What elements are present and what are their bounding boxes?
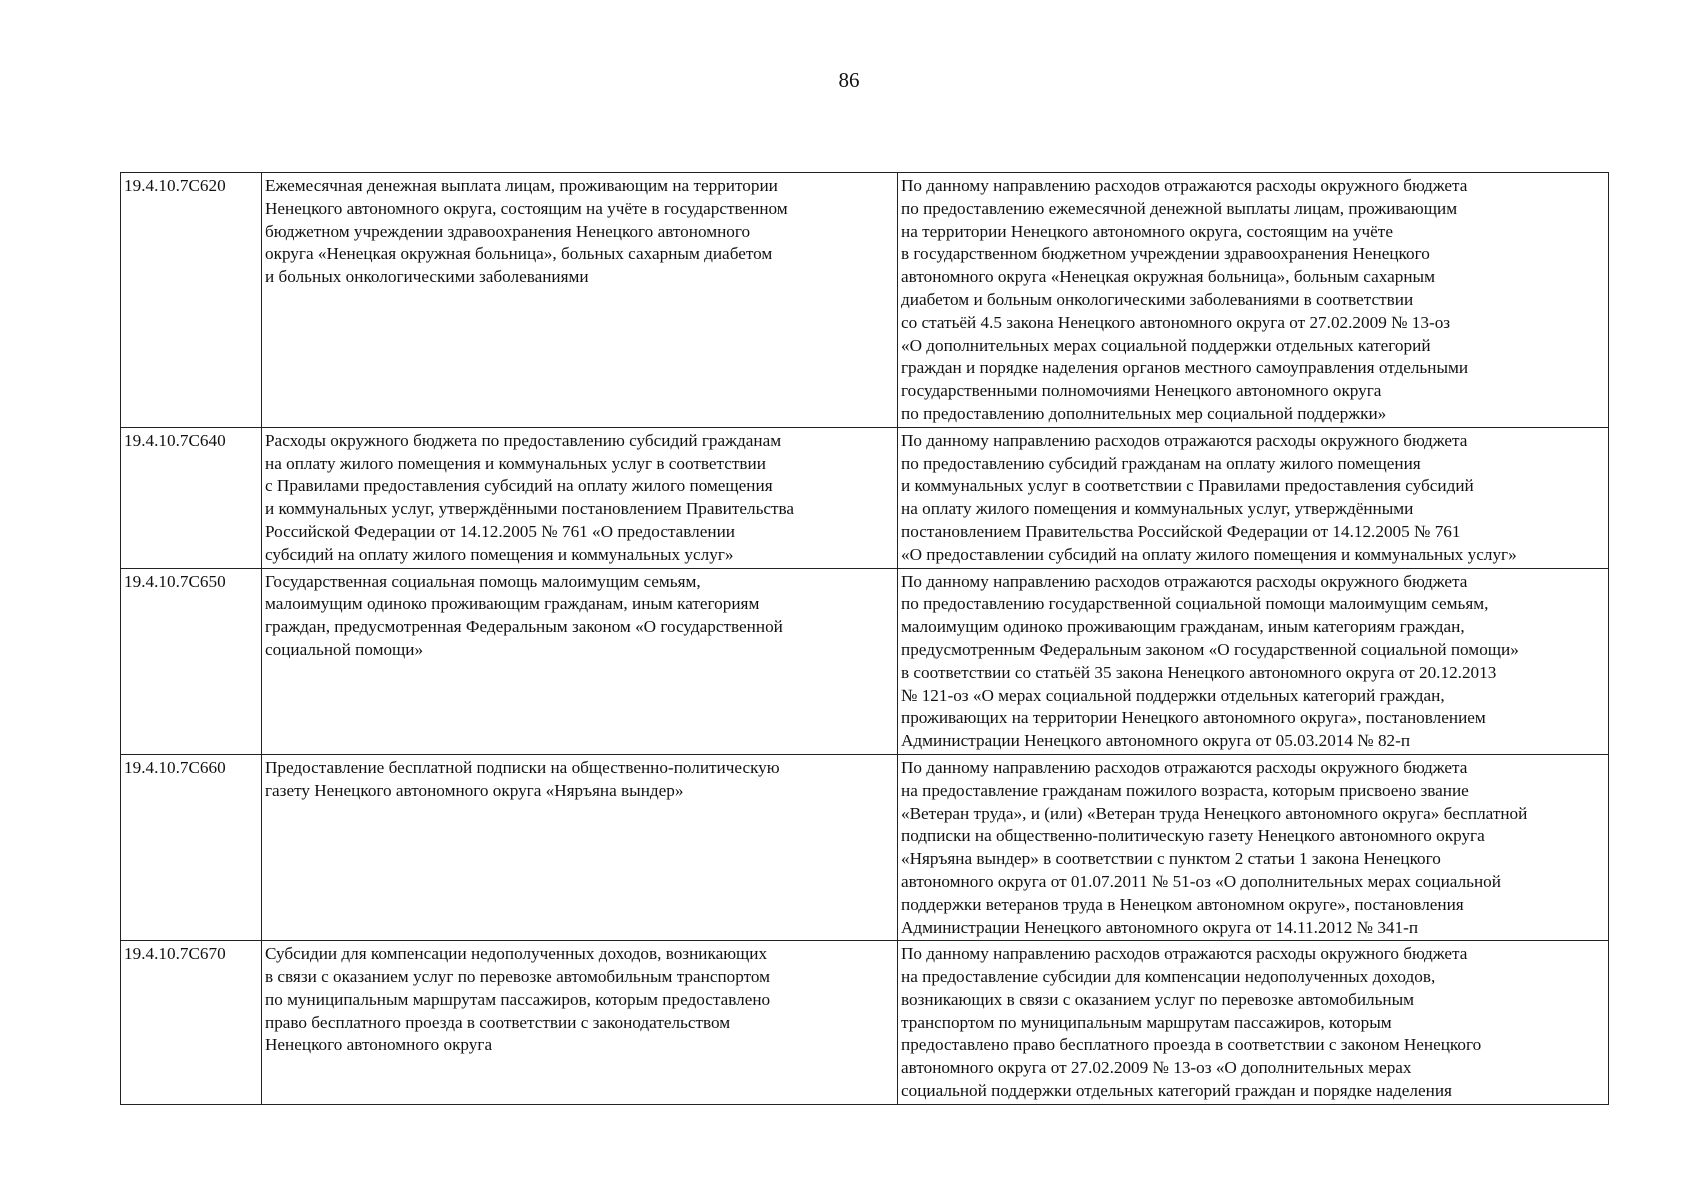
table-row <box>121 568 1609 754</box>
expense-code-cell: 19.4.10.7С670 <box>121 941 262 1105</box>
expense-name-cell: Субсидии для компенсации недополученных доходов, возникающих в связи с оказанием услуг по перевозке автомобильным транспортом по муниципальным маршрутам пассажиров, которым предоставлено право бесплатного проезда в соответствии с законодательством Ненецкого автономного округа <box>262 941 898 1105</box>
expense-name-cell: Ежемесячная денежная выплата лицам, проживающим на территории Ненецкого автономного округа, состоящим на учёте в государственном бюджетном учреждении здравоохранения Ненецкого автономного округа «Ненецкая окружная больница», больных сахарным диабетом и больных онкологическими заболеваниями <box>262 173 898 428</box>
expense-description-cell: По данному направлению расходов отражаются расходы окружного бюджета по предоставлению субсидий гражданам на оплату жилого помещения и коммунальных услуг в соответствии с Правилами предоставления субсидий на оплату жилого помещения и коммунальных услуг, утверждёнными постановлением Правительства Российской Федерации от 14.12.2005 № 761 «О предоставлении субсидий на оплату жилого помещения и коммунальных услуг» <box>898 427 1609 568</box>
expense-description-cell: По данному направлению расходов отражаются расходы окружного бюджета по предоставлению ежемесячной денежной выплаты лицам, проживающим на территории Ненецкого автономного округа, состоящим на учёте в государственном бюджетном учреждении здравоохранения Ненецкого автономного округа «Ненецкая окружная больница», больным сахарным диабетом и больным онкологическими заболеваниями в соответствии со статьёй 4.5 закона Ненецкого автономного округа от 27.02.2009 № 13-оз «О дополнительных мерах социальной поддержки отдельных категорий граждан и порядке наделения органов местного самоуправления отдельными государственными полномочиями Ненецкого автономного округа по предоставлению дополнительных мер социальной поддержки» <box>898 173 1609 428</box>
expense-code-cell: 19.4.10.7С650 <box>121 568 262 754</box>
expense-description-cell: По данному направлению расходов отражаются расходы окружного бюджета на предоставление субсидии для компенсации недополученных доходов, возникающих в связи с оказанием услуг по перевозке автомобильным транспортом по муниципальным маршрутам пассажиров, которым предоставлено право бесплатного проезда в соответствии с законом Ненецкого автономного округа от 27.02.2009 № 13-оз «О дополнительных мерах социальной поддержки отдельных категорий граждан и порядке наделения <box>898 941 1609 1105</box>
expense-name-cell: Государственная социальная помощь малоимущим семьям, малоимущим одиноко проживающим гражданам, иным категориям граждан, предусмотренная Федеральным законом «О государственной социальной помощи» <box>262 568 898 754</box>
table-row <box>121 941 1609 1105</box>
table-row <box>121 173 1609 428</box>
table-row <box>121 754 1609 940</box>
expense-code-cell: 19.4.10.7С640 <box>121 427 262 568</box>
page-number: 86 <box>838 68 860 92</box>
budget-classification-table <box>120 172 1609 1105</box>
expense-description-cell: По данному направлению расходов отражаются расходы окружного бюджета на предоставление гражданам пожилого возраста, которым присвоено звание «Ветеран труда», и (или) «Ветеран труда Ненецкого автономного округа» бесплатной подписки на общественно-политическую газету Ненецкого автономного округа «Няръяна вындер» в соответствии с пунктом 2 статьи 1 закона Ненецкого автономного округа от 01.07.2011 № 51-оз «О дополнительных мерах социальной поддержки ветеранов труда в Ненецком автономном округе», постановления Администрации Ненецкого автономного округа от 14.11.2012 № 341-п <box>898 754 1609 940</box>
expense-code-cell: 19.4.10.7С660 <box>121 754 262 940</box>
expense-name-cell: Предоставление бесплатной подписки на общественно-политическую газету Ненецкого автономного округа «Няръяна вындер» <box>262 754 898 940</box>
expense-name-cell: Расходы окружного бюджета по предоставлению субсидий гражданам на оплату жилого помещения и коммунальных услуг в соответствии с Правилами предоставления субсидий на оплату жилого помещения и коммунальных услуг, утверждёнными постановлением Правительства Российской Федерации от 14.12.2005 № 761 «О предоставлении субсидий на оплату жилого помещения и коммунальных услуг» <box>262 427 898 568</box>
expense-code-cell: 19.4.10.7С620 <box>121 173 262 428</box>
table-row <box>121 427 1609 568</box>
expense-description-cell: По данному направлению расходов отражаются расходы окружного бюджета по предоставлению государственной социальной помощи малоимущим семьям, малоимущим одиноко проживающим гражданам, иным категориям граждан, предусмотренным Федеральным законом «О государственной социальной помощи» в соответствии со статьёй 35 закона Ненецкого автономного округа от 20.12.2013 № 121-оз «О мерах социальной поддержки отдельных категорий граждан, проживающих на территории Ненецкого автономного округа», постановлением Администрации Ненецкого автономного округа от 05.03.2014 № 82-п <box>898 568 1609 754</box>
